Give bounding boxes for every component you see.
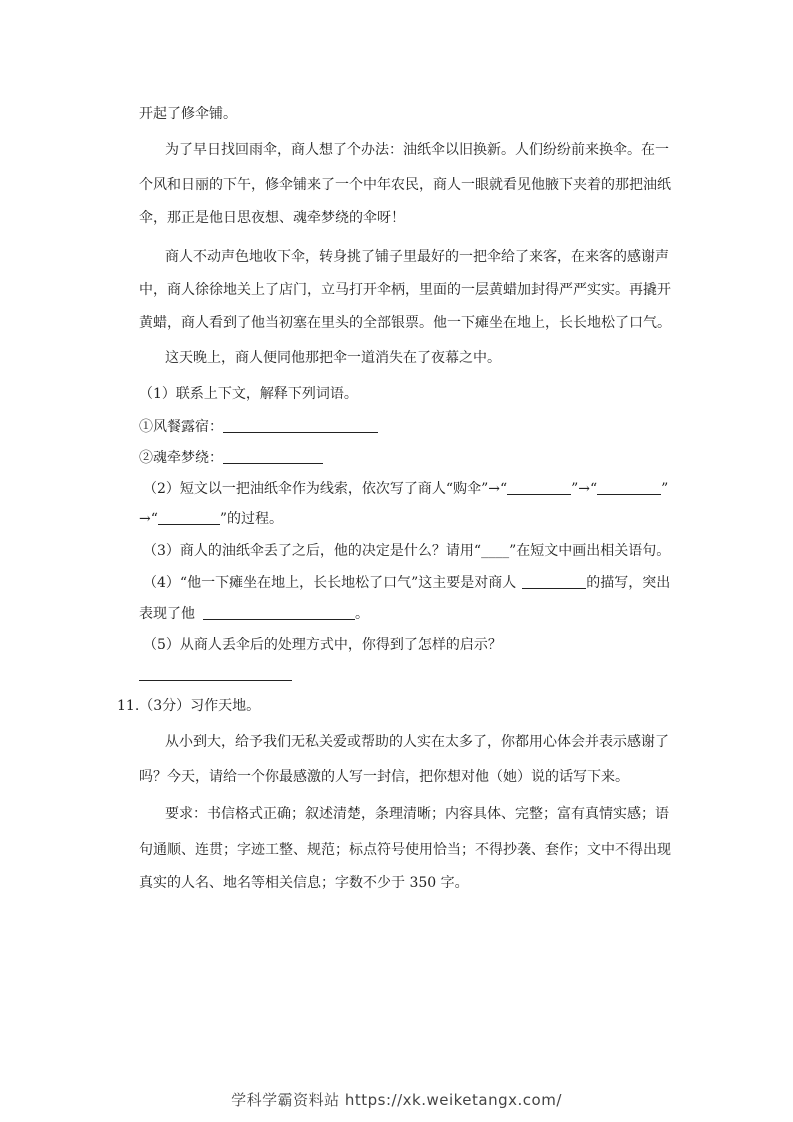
question-3-text: （3）商人的油纸伞丢了之后，他的决定是什么？请用“ [143,543,482,559]
question-4-line-2 [139,605,369,623]
story-line: 开起了修伞铺。 [139,106,237,122]
question-3-mark: ____ [481,543,510,559]
story-paragraph-line: 这天晚上，商人便同他那把伞一道消失在了夜幕之中。 [165,350,501,366]
answer-blank[interactable] [158,510,220,525]
question-5: （5）从商人丢伞后的处理方式中，你得到了怎样的启示？ [143,637,502,653]
question-2-line-2 [139,510,283,528]
question-2-text: ”→“ [571,481,598,497]
answer-blank[interactable] [597,480,661,495]
question-11-heading: 11.（3分）习作天地。 [117,698,261,714]
answer-blank[interactable] [223,418,378,433]
question-2-line-1 [143,480,668,498]
answer-blank[interactable] [507,480,571,495]
question-2-text: ”的过程。 [219,511,284,527]
answer-blank[interactable] [203,605,355,620]
question-1b [139,449,323,467]
question-11-line: 从小到大，给予我们无私关爱或帮助的人实在太多了，你都用心体会并表示感谢了 [165,734,669,750]
story-paragraph-line: 个风和日丽的下午，修伞铺来了一个中年农民，商人一眼就看见他腋下夹着的那把油纸 [139,177,671,193]
question-1: （1）联系上下文，解释下列词语。 [139,386,358,402]
question-11-requirement-line: 句通顺、连贯；字迹工整、规范；标点符号使用恰当；不得抄袭、套作；文中不得出现 [139,842,671,858]
question-1a-label: ①风餐露宿： [139,419,223,435]
question-11-requirement-line: 真实的人名、地名等相关信息；字数不少于 350 字。 [139,875,469,891]
story-paragraph-line: 商人不动声色地收下伞，转身挑了铺子里最好的一把伞给了来客，在来客的感谢声 [165,249,669,265]
question-2-text: →“ [139,511,158,527]
answer-blank[interactable] [223,449,323,464]
question-4-text: 表现了他 [139,606,195,622]
question-2-text: （2）短文以一把油纸伞作为线索，依次写了商人“购伞”→“ [143,481,508,497]
question-11-requirement-line: 要求：书信格式正确；叙述清楚，条理清晰；内容具体、完整；富有真情实感；语 [165,806,669,822]
question-3-text: ”在短文中画出相关语句。 [509,543,671,559]
story-paragraph-line: 中，商人徐徐地关上了店门，立马打开伞柄，里面的一层黄蜡加封得严严实实。再撬开 [139,282,671,298]
question-4-text: （4）“他一下瘫坐在地上，长长地松了口气”这主要是对商人 [143,575,517,591]
question-3 [143,542,670,560]
question-1a [139,418,378,436]
question-4-text: 。 [355,606,369,622]
question-4-text: 的描写，突出 [586,575,671,591]
answer-blank[interactable] [522,574,586,589]
answer-line[interactable] [139,680,292,681]
footer-watermark: 学科学霸资料站 https://xk.weiketangx.com/ [231,1091,562,1109]
question-11-line: 吗？今天，请给一个你最感激的人写一封信，把你想对他（她）说的话写下来。 [139,769,629,785]
story-paragraph-line: 为了早日找回雨伞，商人想了个办法：油纸伞以旧换新。人们纷纷前来换伞。在一 [165,142,669,158]
question-1b-label: ②魂牵梦绕： [139,450,223,466]
question-4-line-1 [143,574,670,592]
question-2-text: ” [661,481,669,497]
story-paragraph-line: 黄蜡，商人看到了他当初塞在里头的全部银票。他一下瘫坐在地上，长长地松了口气。 [139,315,671,331]
story-paragraph-line: 伞，那正是他日思夜想、魂牵梦绕的伞呀！ [139,210,405,226]
